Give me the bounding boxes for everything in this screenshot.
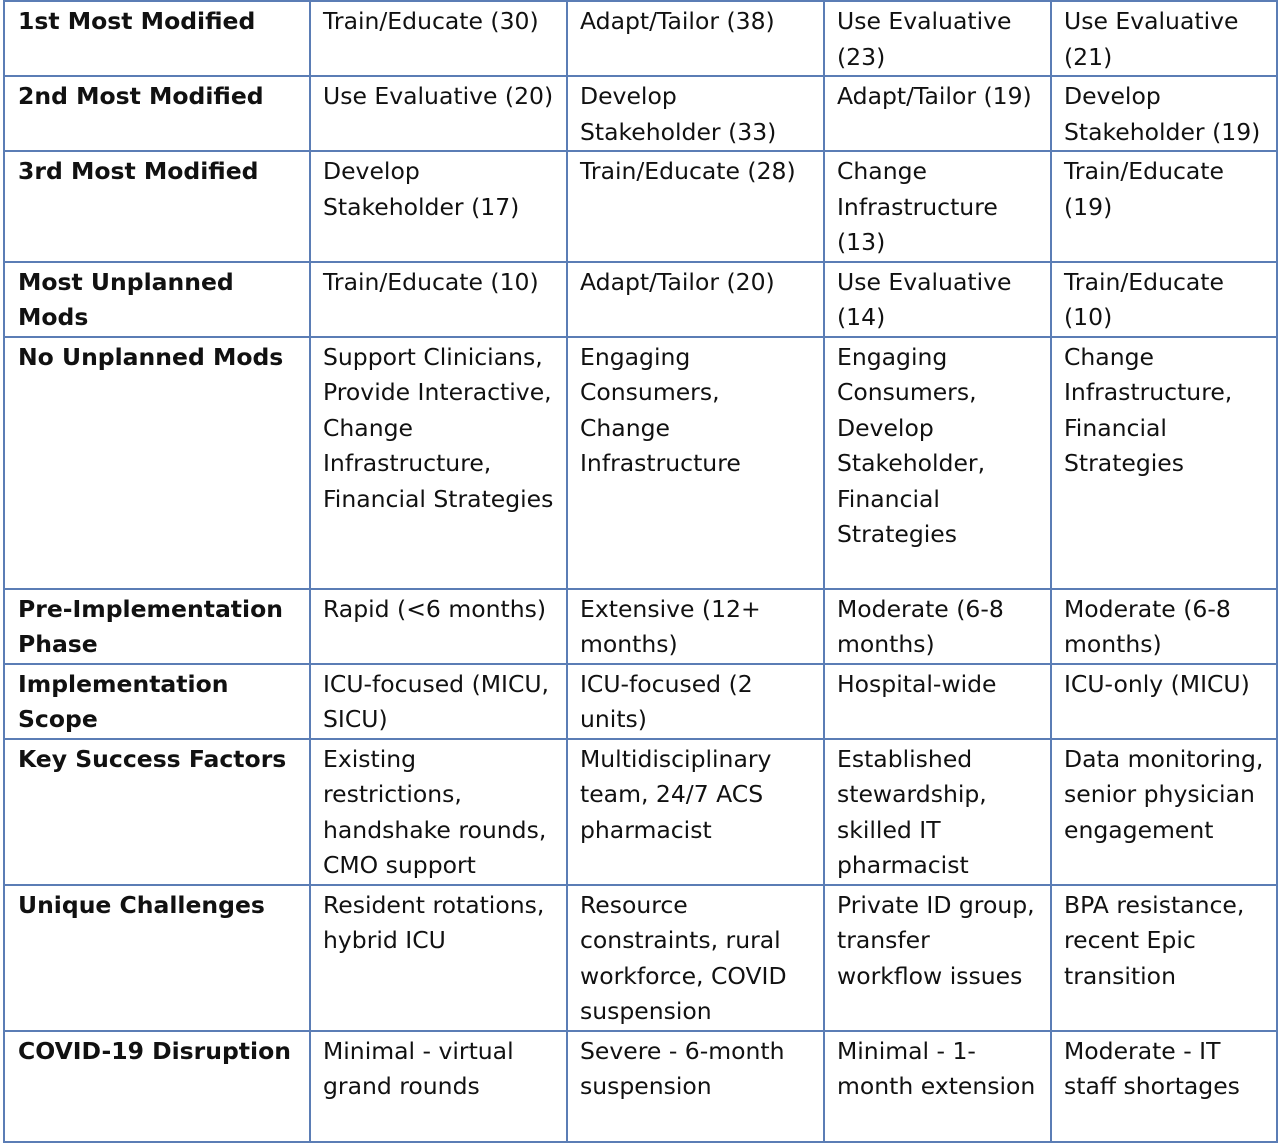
table-cell: Develop Stakeholder (19) [1051,76,1277,151]
table-cell: ICU-only (MICU) [1051,664,1277,739]
table-cell: Severe - 6-month suspension [567,1031,824,1142]
table-row [4,664,1277,739]
table-cell: Engaging Consumers, Change Infrastructure [567,337,824,589]
table-cell: Rapid (<6 months) [310,589,567,664]
table-cell: Develop Stakeholder (17) [310,151,567,262]
table-cell: Engaging Consumers, Develop Stakeholder, Financial Strategies [824,337,1051,589]
table-cell: Established stewardship, skilled IT pharmacist [824,739,1051,885]
table-row [4,151,1277,262]
table-row [4,1031,1277,1142]
table-cell: BPA resistance, recent Epic transition [1051,885,1277,1031]
table-row [4,76,1277,151]
table-cell: Minimal - virtual grand rounds [310,1031,567,1142]
table-row [4,1,1277,76]
table-cell: Minimal - 1-month extension [824,1031,1051,1142]
table-cell: Data monitoring, senior physician engagement [1051,739,1277,885]
row-label: Unique Challenges [4,885,310,1031]
row-label: Pre-Implementation Phase [4,589,310,664]
table-cell: Hospital-wide [824,664,1051,739]
table-cell: Moderate - IT staff shortages [1051,1031,1277,1142]
table-row [4,885,1277,1031]
table-cell: Train/Educate (10) [310,262,567,337]
table-row [4,589,1277,664]
table-cell: Train/Educate (28) [567,151,824,262]
table-cell: Train/Educate (19) [1051,151,1277,262]
table-cell: Support Clinicians, Provide Interactive, Change Infrastructure, Financial Strategies [310,337,567,589]
table-cell: Adapt/Tailor (20) [567,262,824,337]
table-cell: Develop Stakeholder (33) [567,76,824,151]
table-cell: Moderate (6-8 months) [824,589,1051,664]
table-cell: Resident rotations, hybrid ICU [310,885,567,1031]
row-label: 2nd Most Modified [4,76,310,151]
table-cell: Train/Educate (30) [310,1,567,76]
row-label: No Unplanned Mods [4,337,310,589]
row-label: 1st Most Modified [4,1,310,76]
table-cell: Use Evaluative (14) [824,262,1051,337]
table-cell: Adapt/Tailor (38) [567,1,824,76]
row-label: COVID-19 Disruption [4,1031,310,1142]
table-row [4,262,1277,337]
table-cell: Moderate (6-8 months) [1051,589,1277,664]
table-cell: Train/Educate (10) [1051,262,1277,337]
comparison-table [3,0,1278,1143]
table-cell: Existing restrictions, handshake rounds, CMO support [310,739,567,885]
table-row [4,739,1277,885]
table-cell: Adapt/Tailor (19) [824,76,1051,151]
table-cell: ICU-focused (2 units) [567,664,824,739]
table-row [4,337,1277,589]
row-label: Most Unplanned Mods [4,262,310,337]
table-cell: Use Evaluative (23) [824,1,1051,76]
table-cell: Use Evaluative (21) [1051,1,1277,76]
table-cell: ICU-focused (MICU, SICU) [310,664,567,739]
table-cell: Resource constraints, rural workforce, COVID suspension [567,885,824,1031]
row-label: Key Success Factors [4,739,310,885]
table-cell: Change Infrastructure, Financial Strategies [1051,337,1277,589]
row-label: 3rd Most Modified [4,151,310,262]
table-cell: Use Evaluative (20) [310,76,567,151]
table-cell: Multidisciplinary team, 24/7 ACS pharmacist [567,739,824,885]
table-cell: Change Infrastructure (13) [824,151,1051,262]
table-cell: Private ID group, transfer workflow issues [824,885,1051,1031]
table-cell: Extensive (12+ months) [567,589,824,664]
row-label: Implementation Scope [4,664,310,739]
